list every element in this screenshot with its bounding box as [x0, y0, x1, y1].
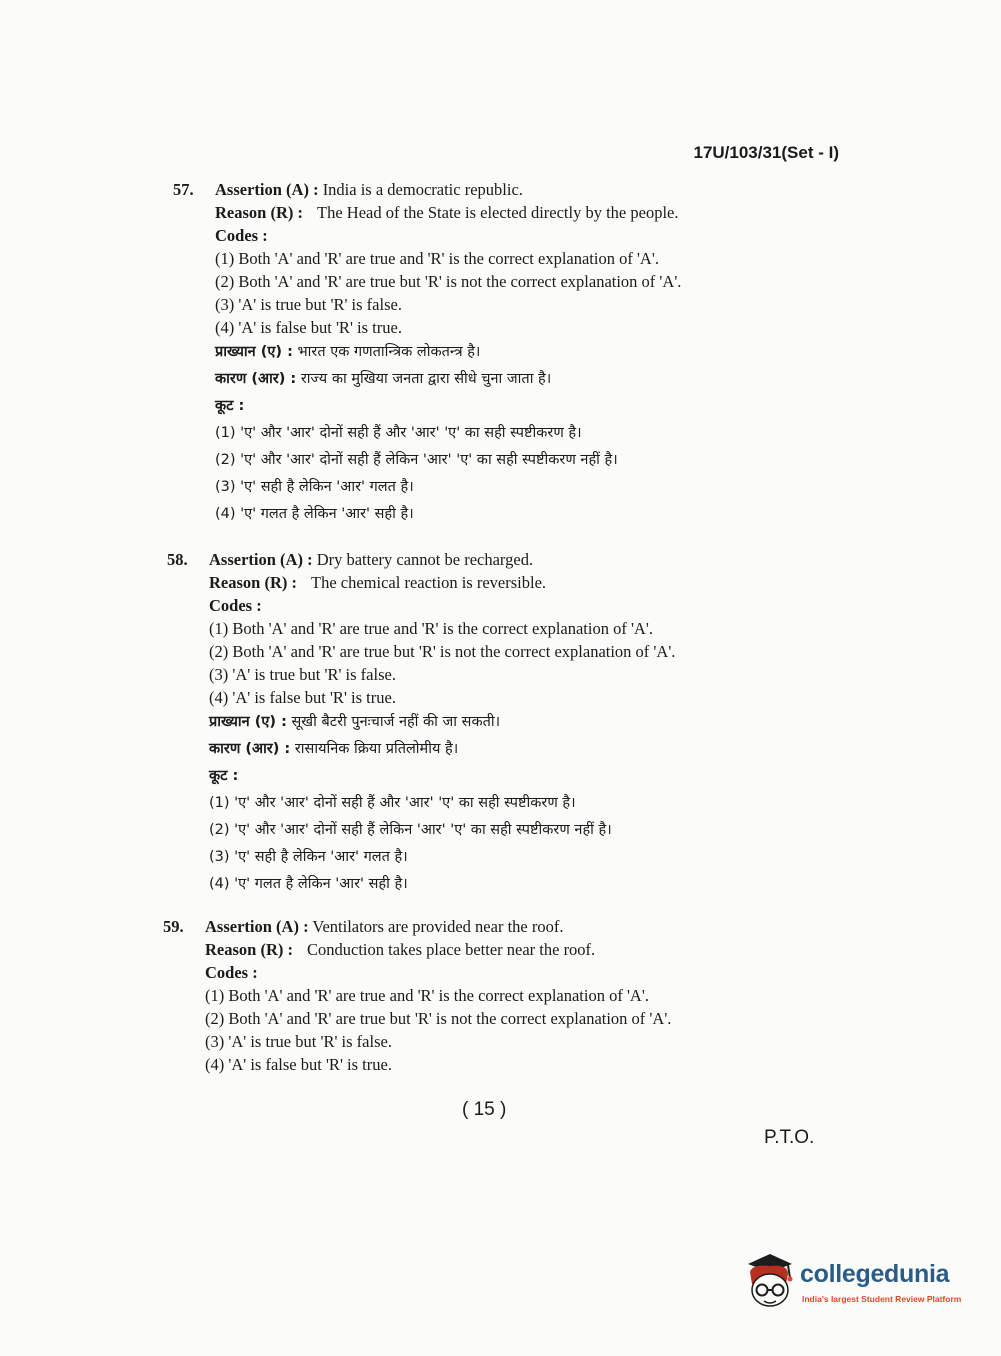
brand-tagline: India's largest Student Review Platform	[802, 1294, 962, 1304]
codes-label: Codes :	[205, 963, 258, 982]
assertion-label: Assertion (A) :	[209, 550, 313, 569]
assertion-text: India is a democratic republic.	[322, 180, 523, 199]
hindi-option: (2) 'ए' और 'आर' दोनों सही हैं लेकिन 'आर' 'ए' का सही स्पष्टीकरण नहीं है।	[215, 452, 618, 468]
hindi-option: (1) 'ए' और 'आर' दोनों सही हैं और 'आर' 'ए' का सही स्पष्टीकरण है।	[209, 795, 576, 811]
option: (3) 'A' is true but 'R' is false.	[209, 665, 396, 684]
question-number: 57.	[173, 180, 194, 199]
hindi-option: (2) 'ए' और 'आर' दोनों सही हैं लेकिन 'आर' 'ए' का सही स्पष्टीकरण नहीं है।	[209, 822, 612, 838]
hindi-assertion-text: भारत एक गणतान्त्रिक लोकतन्त्र है।	[297, 344, 481, 360]
option: (2) Both 'A' and 'R' are true but 'R' is not the correct explanation of 'A'.	[209, 642, 676, 661]
reason-text: Conduction takes place better near the roof.	[307, 940, 596, 959]
graduate-mascot-icon	[742, 1250, 798, 1312]
reason-text: The chemical reaction is reversible.	[311, 573, 547, 592]
codes-label: Codes :	[209, 596, 262, 615]
reason-text: The Head of the State is elected directly by the people.	[317, 203, 679, 222]
option: (3) 'A' is true but 'R' is false.	[205, 1032, 392, 1051]
option: (4) 'A' is false but 'R' is true.	[205, 1055, 392, 1074]
assertion-label: Assertion (A) :	[205, 917, 309, 936]
reason-label: Reason (R) :	[209, 573, 297, 592]
hindi-reason-label: कारण (आर) :	[209, 741, 291, 757]
hindi-reason-text: रासायनिक क्रिया प्रतिलोमीय है।	[294, 741, 459, 757]
collegedunia-watermark	[742, 1250, 972, 1312]
brand-name: collegedunia	[800, 1260, 950, 1288]
pto-label: P.T.O.	[764, 1127, 815, 1148]
reason-label: Reason (R) :	[205, 940, 293, 959]
assertion-text: Ventilators are provided near the roof.	[312, 917, 564, 936]
hindi-codes-label: कूट :	[215, 398, 245, 414]
hindi-option: (4) 'ए' गलत है लेकिन 'आर' सही है।	[209, 876, 408, 892]
option: (2) Both 'A' and 'R' are true but 'R' is not the correct explanation of 'A'.	[215, 272, 682, 291]
question-number: 59.	[163, 917, 184, 936]
hindi-reason-text: राज्य का मुखिया जनता द्वारा सीधे चुना जाता है।	[300, 371, 552, 387]
hindi-assertion-label: प्राख्यान (ए) :	[209, 714, 287, 730]
codes-label: Codes :	[215, 226, 268, 245]
option: (1) Both 'A' and 'R' are true and 'R' is the correct explanation of 'A'.	[215, 249, 659, 268]
reason-label: Reason (R) :	[215, 203, 303, 222]
option: (4) 'A' is false but 'R' is true.	[215, 318, 402, 337]
assertion-text: Dry battery cannot be recharged.	[316, 550, 534, 569]
option: (3) 'A' is true but 'R' is false.	[215, 295, 402, 314]
page-number: ( 15 )	[462, 1099, 507, 1120]
option: (2) Both 'A' and 'R' are true but 'R' is not the correct explanation of 'A'.	[205, 1009, 672, 1028]
hindi-option: (3) 'ए' सही है लेकिन 'आर' गलत है।	[215, 479, 414, 495]
assertion-label: Assertion (A) :	[215, 180, 319, 199]
option: (1) Both 'A' and 'R' are true and 'R' is the correct explanation of 'A'.	[209, 619, 653, 638]
hindi-codes-label: कूट :	[209, 768, 239, 784]
option: (4) 'A' is false but 'R' is true.	[209, 688, 396, 707]
option: (1) Both 'A' and 'R' are true and 'R' is the correct explanation of 'A'.	[205, 986, 649, 1005]
paper-code: 17U/103/31(Set - I)	[693, 143, 839, 162]
question-number: 58.	[167, 550, 188, 569]
hindi-reason-label: कारण (आर) :	[215, 371, 297, 387]
hindi-option: (3) 'ए' सही है लेकिन 'आर' गलत है।	[209, 849, 408, 865]
hindi-option: (1) 'ए' और 'आर' दोनों सही हैं और 'आर' 'ए' का सही स्पष्टीकरण है।	[215, 425, 582, 441]
hindi-option: (4) 'ए' गलत है लेकिन 'आर' सही है।	[215, 506, 414, 522]
hindi-assertion-text: सूखी बैटरी पुनःचार्ज नहीं की जा सकती।	[291, 714, 501, 730]
hindi-assertion-label: प्राख्यान (ए) :	[215, 344, 293, 360]
